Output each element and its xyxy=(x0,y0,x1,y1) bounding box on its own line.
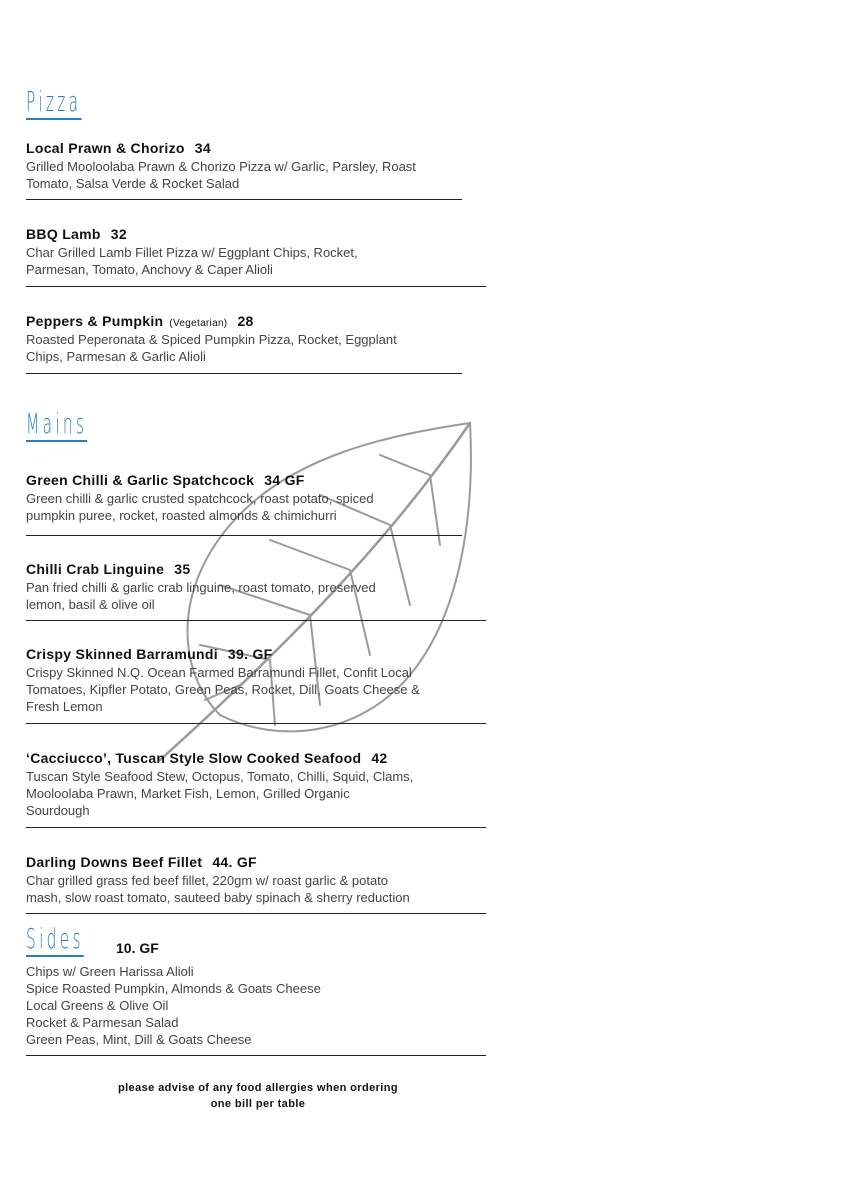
divider xyxy=(26,1055,486,1056)
item-name: Darling Downs Beef Fillet xyxy=(26,854,203,870)
menu-item xyxy=(26,854,496,906)
item-description: Crispy Skinned N.Q. Ocean Farmed Barramundi Fillet, Confit Local Tomatoes, Kipfler Potato, Green Peas, Rocket, Dill, Goats Cheese & Fresh Lemon xyxy=(26,665,420,714)
item-description: Char Grilled Lamb Fillet Pizza w/ Eggplant Chips, Rocket, Parmesan, Tomato, Anchovy & Caper Alioli xyxy=(26,245,358,277)
bill-note: one bill per table xyxy=(210,1098,306,1110)
item-price: 28 xyxy=(237,313,254,329)
menu-item xyxy=(26,313,496,365)
item-name: BBQ Lamb xyxy=(26,226,101,242)
list-item: Rocket & Parmesan Salad xyxy=(26,1015,179,1030)
item-name: Local Prawn & Chorizo xyxy=(26,140,185,156)
menu-item xyxy=(26,472,496,524)
menu-item xyxy=(26,646,496,715)
divider xyxy=(26,199,462,200)
footer-note xyxy=(0,1080,516,1112)
section-title-mains: Mains xyxy=(26,407,88,440)
list-item: Chips w/ Green Harissa Alioli xyxy=(26,964,194,979)
allergy-note: please advise of any food allergies when ordering xyxy=(117,1082,398,1094)
sides-list xyxy=(26,963,321,1048)
section-title-sides: Sides xyxy=(26,922,84,955)
menu-item xyxy=(26,750,496,819)
item-tag: (Vegetarian) xyxy=(169,318,228,329)
list-item: Spice Roasted Pumpkin, Almonds & Goats Cheese xyxy=(26,981,321,996)
divider xyxy=(26,913,486,914)
item-description: Grilled Mooloolaba Prawn & Chorizo Pizza w/ Garlic, Parsley, Roast Tomato, Salsa Verde & Rocket Salad xyxy=(26,159,416,191)
item-description: Tuscan Style Seafood Stew, Octopus, Tomato, Chilli, Squid, Clams, Mooloolaba Prawn, Market Fish, Lemon, Grilled Organic Sourdough xyxy=(26,769,414,818)
item-description: Green chilli & garlic crusted spatchcock, roast potato, spiced pumpkin puree, rocket, roasted almonds & chimichurri xyxy=(26,491,374,523)
item-price: 34 GF xyxy=(264,472,305,488)
divider xyxy=(26,723,486,724)
menu-item xyxy=(26,140,496,192)
item-price: 32 xyxy=(110,226,127,242)
divider xyxy=(26,535,462,536)
item-name: Chilli Crab Linguine xyxy=(26,561,165,577)
divider xyxy=(26,620,486,621)
item-description: Char grilled grass fed beef fillet, 220gm w/ roast garlic & potato mash, slow roast tomato, sauteed baby spinach & sherry reduction xyxy=(26,873,410,905)
item-price: 34 xyxy=(194,140,211,156)
item-price: 35 xyxy=(174,561,191,577)
item-description: Roasted Peperonata & Spiced Pumpkin Pizza, Rocket, Eggplant Chips, Parmesan & Garlic Alioli xyxy=(26,332,397,364)
item-name: Green Chilli & Garlic Spatchcock xyxy=(26,472,255,488)
list-item: Local Greens & Olive Oil xyxy=(26,998,169,1013)
item-description: Pan fried chilli & garlic crab linguine, roast tomato, preserved lemon, basil & olive oil xyxy=(26,580,376,612)
item-price: 44. GF xyxy=(212,854,257,870)
divider xyxy=(26,286,486,287)
section-title-pizza: Pizza xyxy=(26,85,82,118)
list-item: Green Peas, Mint, Dill & Goats Cheese xyxy=(26,1032,252,1047)
sides-price: 10. GF xyxy=(116,940,159,956)
menu-item xyxy=(26,226,496,278)
item-price: 42 xyxy=(371,750,388,766)
divider xyxy=(26,373,462,374)
item-name: ‘Cacciucco’, Tuscan Style Slow Cooked Seafood xyxy=(26,750,362,766)
menu-item xyxy=(26,561,496,613)
item-name: Peppers & Pumpkin xyxy=(26,313,164,329)
item-price: 39. GF xyxy=(227,646,273,662)
divider xyxy=(26,827,486,828)
item-name: Crispy Skinned Barramundi xyxy=(26,646,218,662)
